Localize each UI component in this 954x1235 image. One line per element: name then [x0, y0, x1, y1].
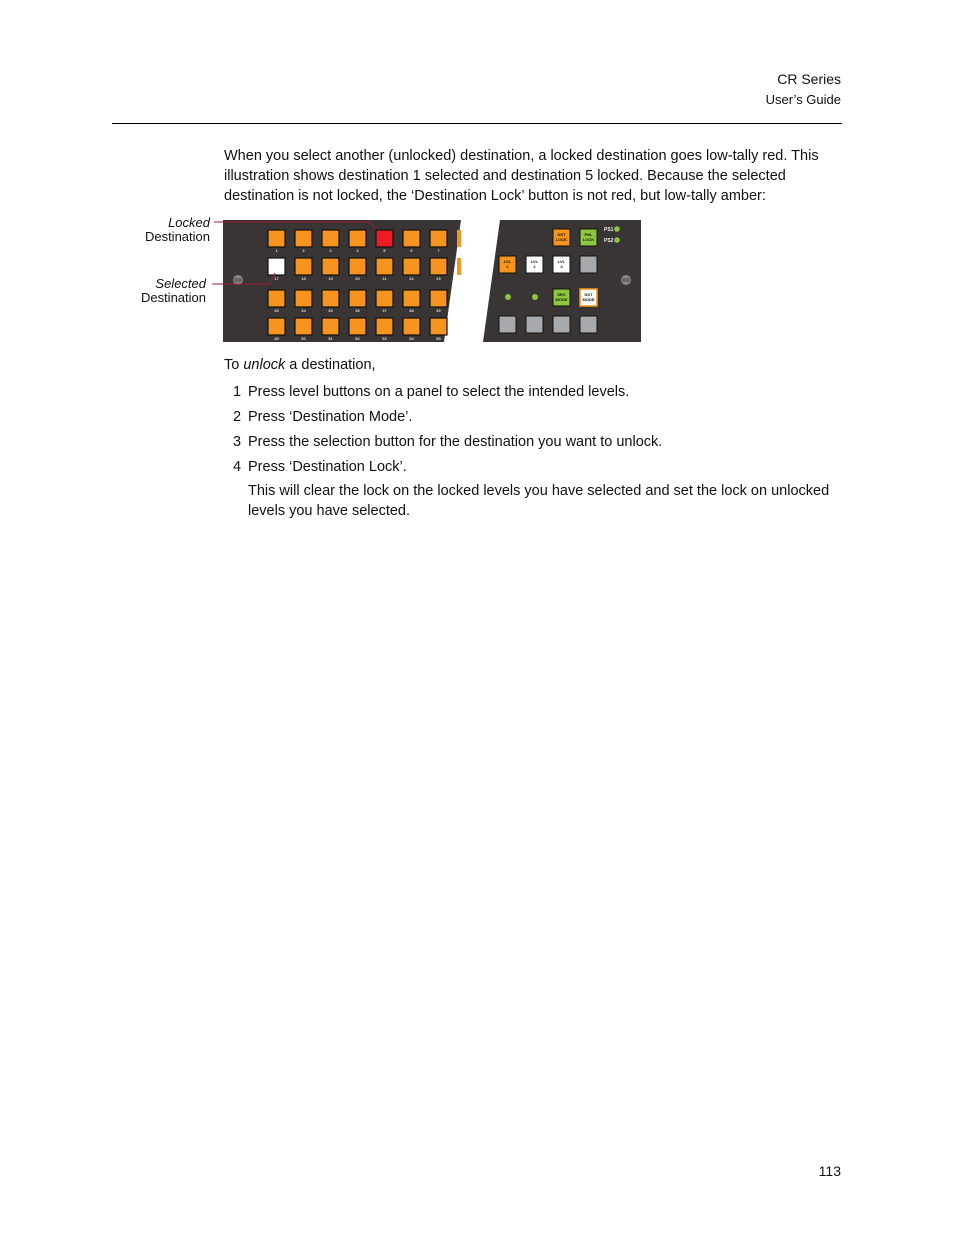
destination-button-22[interactable] [403, 258, 420, 275]
ps1-label: PS1 [604, 227, 614, 233]
step-text: Press ‘Destination Lock’. [248, 459, 407, 475]
step-number: 2 [233, 409, 242, 425]
destination-button-label: 23 [436, 276, 441, 281]
destination-button-label: 49 [274, 336, 279, 341]
destination-button-6[interactable] [403, 230, 420, 247]
destination-button-20[interactable] [349, 258, 366, 275]
destination-button-label: 52 [355, 336, 360, 341]
step-number: 3 [233, 434, 242, 450]
destination-button-label: 38 [409, 308, 414, 313]
intro-paragraph: When you select another (unlocked) destination, a locked destination goes low-tally red. This illustration shows destination 1 selected and destination 5 locked. Because the selected destination is not locked, the ‘Destination Lock’ button is not red, but low-tally amber: [224, 148, 819, 204]
step-number: 4 [233, 459, 242, 475]
destination-button-37[interactable] [376, 290, 393, 307]
destination-button-label: 35 [328, 308, 333, 313]
callout-selected-text: Destination [140, 290, 206, 305]
ps1-led-icon [614, 226, 620, 232]
destination-button-label: 5 [383, 248, 386, 253]
dst-lock-label-a: DST [557, 232, 566, 237]
status-led-icon [532, 294, 538, 300]
destination-button-label: 33 [274, 308, 279, 313]
destination-button-54[interactable] [403, 318, 420, 335]
destination-button-39[interactable] [430, 290, 447, 307]
destination-button-53[interactable] [376, 318, 393, 335]
destination-button-label: 39 [436, 308, 441, 313]
destination-button-label: 51 [328, 336, 333, 341]
destination-button-35[interactable] [322, 290, 339, 307]
status-led-icon [505, 294, 511, 300]
ps2-label: PS2 [604, 238, 614, 244]
partial-destination-button [457, 230, 461, 247]
destination-button-label: 4 [356, 248, 359, 253]
destination-button-17[interactable] [268, 258, 285, 275]
gray-button[interactable] [526, 316, 543, 333]
destination-button-50[interactable] [295, 318, 312, 335]
dst-mode-label-a: DST [584, 292, 593, 297]
destination-button-49[interactable] [268, 318, 285, 335]
destination-button-label: 34 [301, 308, 306, 313]
destination-button-19[interactable] [322, 258, 339, 275]
steps-lead-emphasis: unlock [243, 357, 286, 373]
page-number: 113 [818, 1163, 841, 1179]
step-note: This will clear the lock on the locked levels you have selected and set the lock on unlocked levels you have selected. [248, 483, 830, 519]
destination-button-label: 7 [437, 248, 440, 253]
dst-lock-label-b: LOCK [555, 237, 568, 242]
callout-locked-text: Destination [144, 229, 210, 244]
step-text: Press ‘Destination Mode’. [248, 409, 413, 425]
destination-button-label: 19 [328, 276, 333, 281]
destination-button-34[interactable] [295, 290, 312, 307]
destination-button-1[interactable] [268, 230, 285, 247]
destination-button-label: 2 [302, 248, 305, 253]
destination-button-label: 3 [329, 248, 332, 253]
destination-button-label: 55 [436, 336, 441, 341]
destination-button-7[interactable] [430, 230, 447, 247]
step-item [224, 432, 844, 452]
header-title: CR Series [777, 71, 841, 87]
destination-button-label: 36 [355, 308, 360, 313]
destination-button-label: 6 [410, 248, 413, 253]
header-subtitle: User’s Guide [765, 92, 841, 107]
step-item [224, 457, 844, 477]
gray-button[interactable] [499, 316, 516, 333]
steps-lead-pre: To [224, 357, 244, 373]
lvl2-label-b: 2 [533, 264, 536, 269]
lvl3-label-a: LVL [557, 259, 566, 264]
step-item [224, 407, 844, 427]
destination-button-5[interactable] [376, 230, 393, 247]
destination-button-label: 53 [382, 336, 387, 341]
gray-button[interactable] [553, 316, 570, 333]
destination-button-23[interactable] [430, 258, 447, 275]
step-text: Press level buttons on a panel to select the intended levels. [248, 384, 630, 400]
destination-button-label: 21 [382, 276, 387, 281]
destination-button-4[interactable] [349, 230, 366, 247]
blank-gray-button[interactable] [580, 256, 597, 273]
destination-button-33[interactable] [268, 290, 285, 307]
destination-button-51[interactable] [322, 318, 339, 335]
partial-destination-button [457, 258, 461, 275]
destination-button-36[interactable] [349, 290, 366, 307]
destination-button-label: 22 [409, 276, 414, 281]
steps-list [224, 382, 844, 482]
lvl1-label-a: LVL [503, 259, 512, 264]
lvl3-label-b: 3 [560, 264, 563, 269]
pnl-lock-label-b: LOCK [582, 237, 595, 242]
panel-illustration [0, 0, 954, 360]
destination-button-label: 20 [355, 276, 360, 281]
destination-button-21[interactable] [376, 258, 393, 275]
src-mode-label-a: SRC [557, 292, 566, 297]
destination-button-18[interactable] [295, 258, 312, 275]
src-mode-label-b: MODE [555, 297, 568, 302]
destination-button-55[interactable] [430, 318, 447, 335]
destination-button-2[interactable] [295, 230, 312, 247]
destination-button-label: 50 [301, 336, 306, 341]
destination-button-52[interactable] [349, 318, 366, 335]
step-number: 1 [233, 384, 242, 400]
screw-icon [621, 275, 631, 285]
callout-locked-italic: Locked [168, 215, 210, 230]
lvl1-label-b: 1 [506, 264, 509, 269]
ps2-led-icon [614, 237, 620, 243]
steps-lead-post: a destination, [285, 357, 376, 373]
destination-button-label: 54 [409, 336, 414, 341]
step-text: Press the selection button for the destination you want to unlock. [248, 434, 663, 450]
destination-button-3[interactable] [322, 230, 339, 247]
callout-selected-italic: Selected [155, 276, 206, 291]
destination-button-38[interactable] [403, 290, 420, 307]
pnl-lock-label-a: PNL [584, 232, 593, 237]
step-item [224, 382, 844, 402]
destination-button-label: 37 [382, 308, 387, 313]
destination-button-label: 17 [274, 276, 279, 281]
left-panel-body [223, 220, 461, 342]
destination-button-label: 1 [275, 248, 278, 253]
destination-button-label: 18 [301, 276, 306, 281]
dst-mode-label-b: MODE [582, 297, 595, 302]
gray-button[interactable] [580, 316, 597, 333]
lvl2-label-a: LVL [530, 259, 539, 264]
steps-lead [224, 357, 376, 373]
